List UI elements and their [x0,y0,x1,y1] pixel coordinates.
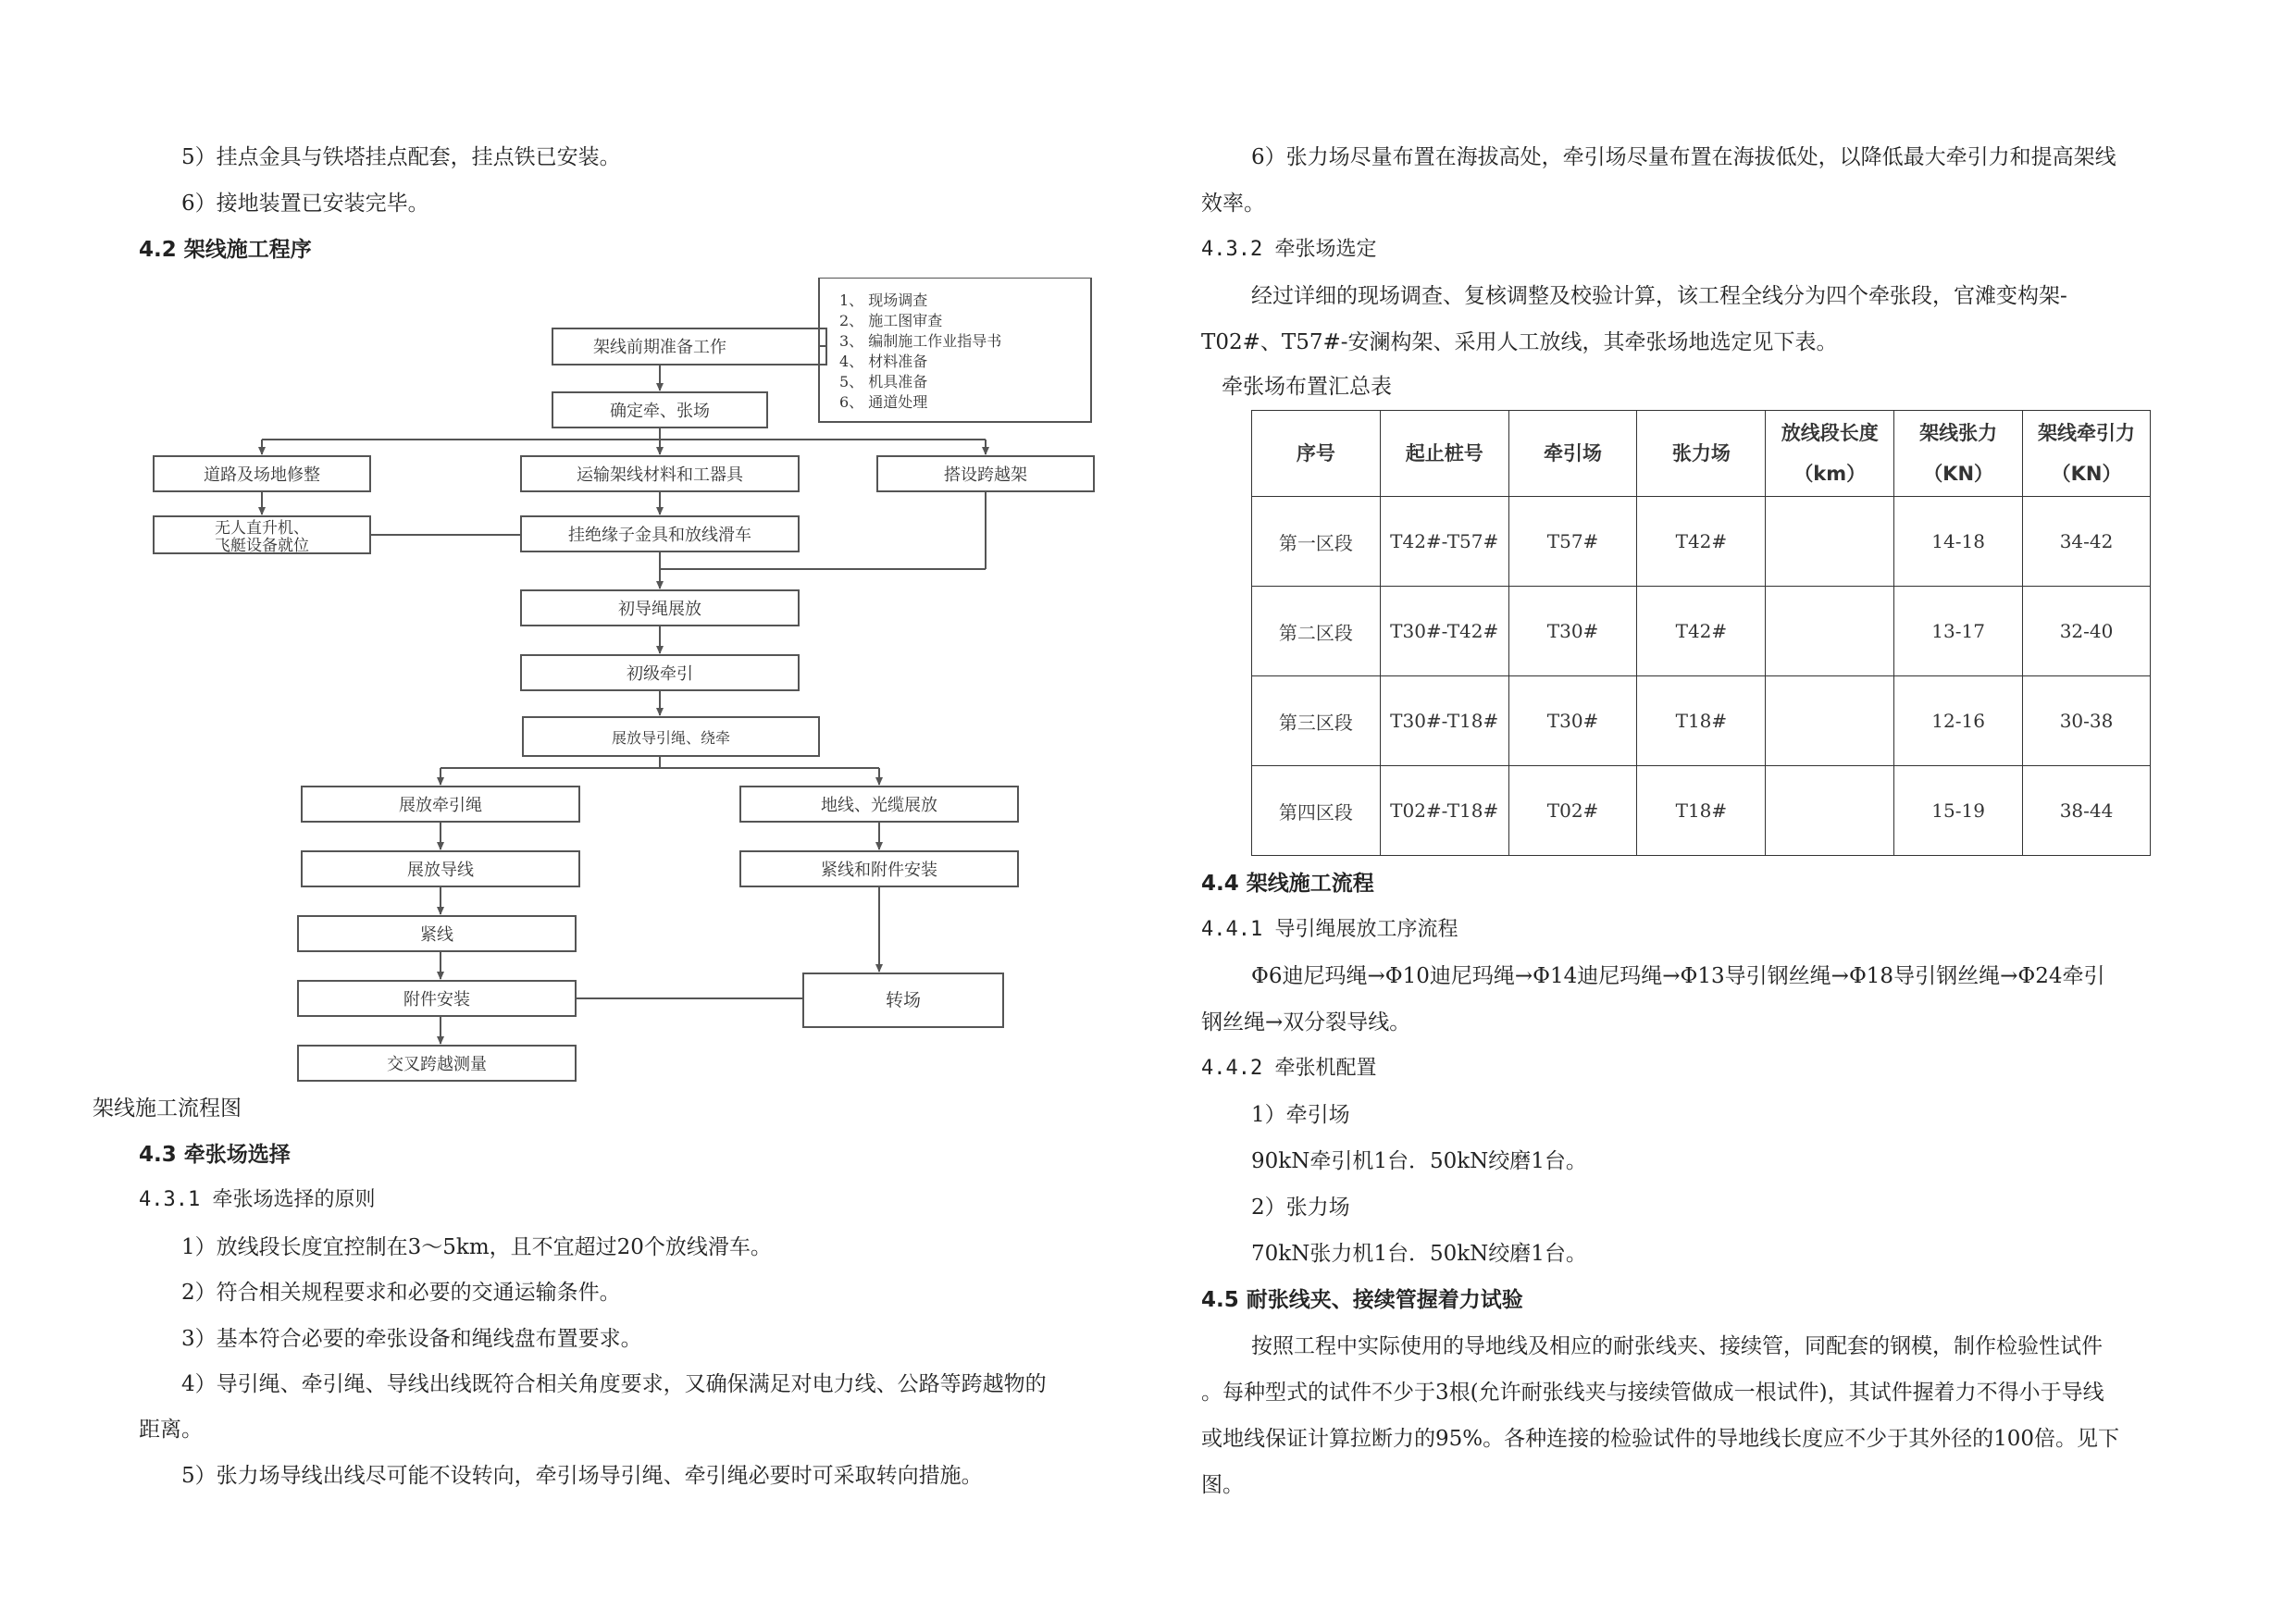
text-p6a: 6）张力场尽量布置在海拔高处，牵引场尽量布置在海拔低处，以降低最大牵引力和提高架线 [1251,145,2116,169]
flow-label-transfer: 转场 [885,990,922,1010]
table-cell: 34-42 [2023,497,2151,587]
header-length [1766,411,1894,497]
flow-label-pull-rope: 展放牵引绳 [399,796,482,815]
table-cell: 第二区段 [1252,587,1381,676]
table-cell: 38-44 [2023,766,2151,856]
text-line-6: 6）接地装置已安装完毕。 [181,192,429,216]
text-p45b: 。每种型式的试件不少于3根(允许耐张线夹与接续管做成一根试件)，其试件握着力不得小于导线 [1201,1381,2104,1405]
flow-checklist-3: 3、 编制施工作业指导书 [839,332,1002,350]
table-cell [1766,587,1894,676]
text-p442-1: 1）牵引场 [1251,1103,1350,1127]
flow-label-hang: 挂绝缘子金具和放线滑车 [568,526,751,545]
table-cell: 第三区段 [1252,676,1381,766]
table-cell: T42# [1637,497,1766,587]
table-cell [1766,766,1894,856]
text-p432a: 经过详细的现场调查、复核调整及校验计算，该工程全线分为四个牵张段，官滩变构架- [1251,284,2067,308]
header-tension [1894,411,2023,497]
text-p4b: 距离。 [139,1418,203,1442]
table-cell: T57# [1508,497,1637,587]
text-p432b: T02#、T57#-安澜构架、采用人工放线，其牵张场地选定见下表。 [1201,330,1838,354]
flow-label-tighten-fit: 紧线和附件安装 [821,861,937,880]
flow-checklist-5: 5、 机具准备 [839,373,928,390]
header-tension-field: 张力场 [1637,411,1766,497]
table-row [1252,766,2151,856]
table-cell: 第四区段 [1252,766,1381,856]
table-caption: 牵张场布置汇总表 [1222,375,1392,399]
header-station: 起止桩号 [1380,411,1508,497]
table-cell: 14-18 [1894,497,2023,587]
table-cell: T30#-T42# [1380,587,1508,676]
flow-checklist-1: 1、 现场调查 [839,291,928,309]
table-cell: T18# [1637,766,1766,856]
heading-4-4: 4.4 架线施工流程 [1201,872,1374,896]
text-line-5: 5）挂点金具与铁塔挂点配套，挂点铁已安装。 [181,145,621,169]
table-cell [1766,497,1894,587]
header-length-unit: （km） [1793,463,1867,485]
flow-checklist-2: 2、 施工图审查 [839,312,943,329]
flow-label-guide-rope: 展放导引绳、绕牵 [611,729,731,747]
flow-label-scaffold: 搭设跨越架 [944,465,1027,485]
text-p45d: 图。 [1201,1473,1244,1497]
heading-4-2: 4.2 架线施工程序 [139,238,312,262]
header-tension-label: 架线张力 [1919,422,1998,444]
header-tension-unit: （KN） [1923,463,1994,485]
table-row [1252,587,2151,676]
table-row [1252,497,2151,587]
figure-caption: 架线施工流程图 [93,1096,242,1121]
header-traction [2023,411,2151,497]
header-length-label: 放线段长度 [1781,422,1879,444]
table-cell: 13-17 [1894,587,2023,676]
table-cell: T02# [1508,766,1637,856]
table-cell: T42# [1637,587,1766,676]
heading-4-3: 4.3 牵张场选择 [139,1143,291,1167]
flow-label-prep: 架线前期准备工作 [593,338,726,357]
table-cell: T30# [1508,676,1637,766]
flow-label-initial-pull: 初级牵引 [627,664,693,684]
table-cell: 15-19 [1894,766,2023,856]
table-cell: T30#-T18# [1380,676,1508,766]
table-cell: T30# [1508,587,1637,676]
flow-label-ground-wire: 地线、光缆展放 [821,796,937,815]
flow-label-fittings: 附件安装 [403,990,470,1010]
heading-4-3-1: 4.3.1 牵张场选择的原则 [139,1188,376,1211]
flow-checklist-6: 6、 通道处理 [839,393,928,411]
text-p45c: 或地线保证计算拉断力的95%。各种连接的检验试件的导地线长度应不少于其外径的100倍。见下 [1201,1427,2120,1451]
table-cell: T42#-T57# [1380,497,1508,587]
text-p6b: 效率。 [1201,192,1265,216]
text-p441b: 钢丝绳→双分裂导线。 [1201,1010,1411,1035]
text-p442-2: 2）张力场 [1251,1196,1350,1220]
table-cell: 12-16 [1894,676,2023,766]
text-p3: 3）基本符合必要的牵张设备和绳线盘布置要求。 [181,1327,642,1351]
text-p5: 5）张力场导线出线尽可能不设转向，牵引场导引绳、牵引绳必要时可采取转向措施。 [181,1464,983,1488]
text-p45a: 按照工程中实际使用的导地线及相应的耐张线夹、接续管，同配套的钢模，制作检验性试件 [1251,1334,2103,1358]
flow-label-drone-1: 无人直升机、 [215,519,309,538]
flow-checklist-4: 4、 材料准备 [839,353,928,370]
heading-4-4-1: 4.4.1 导引绳展放工序流程 [1201,918,1458,941]
header-traction-unit: （KN） [2051,463,2122,485]
table-row [1252,676,2151,766]
header-pull-field: 牵引场 [1508,411,1637,497]
heading-4-3-2: 4.3.2 牵张场选定 [1201,238,1377,261]
table-cell: 30-38 [2023,676,2151,766]
flow-label-transport: 运输架线材料和工器具 [577,465,743,485]
table-cell: 32-40 [2023,587,2151,676]
heading-4-4-2: 4.4.2 牵张机配置 [1201,1057,1377,1080]
table-cell: T18# [1637,676,1766,766]
text-p2: 2）符合相关规程要求和必要的交通运输条件。 [181,1281,621,1305]
flow-label-initial-rope: 初导绳展放 [618,600,701,619]
table-cell [1766,676,1894,766]
heading-4-5: 4.5 耐张线夹、接续管握着力试验 [1201,1288,1523,1312]
flow-label-tighten: 紧线 [420,925,453,945]
flow-label-drone-2: 飞艇设备就位 [215,537,309,555]
table-cell: 第一区段 [1252,497,1381,587]
text-p442-1v: 90kN牵引机1台．50kN绞磨1台。 [1251,1149,1587,1173]
flow-label-cross-measure: 交叉跨越测量 [387,1055,487,1074]
flow-label-confirm: 确定牵、张场 [610,402,710,421]
construction-flowchart [139,278,1101,1092]
text-p442-2v: 70kN张力机1台．50kN绞磨1台。 [1251,1242,1587,1266]
text-p4a: 4）导引绳、牵引绳、导线出线既符合相关角度要求，又确保满足对电力线、公路等跨越物的 [181,1372,1047,1396]
text-p1: 1）放线段长度宜控制在3～5km，且不宜超过20个放线滑车。 [181,1235,772,1259]
table-cell: T02#-T18# [1380,766,1508,856]
table-header-row [1252,411,2151,497]
flow-label-road: 道路及场地修整 [204,465,320,485]
flow-label-conductor: 展放导线 [407,861,474,880]
header-seq: 序号 [1252,411,1381,497]
header-traction-label: 架线牵引力 [2038,422,2136,444]
field-layout-table [1251,410,2151,856]
text-p441a: Φ6迪尼玛绳→Φ10迪尼玛绳→Φ14迪尼玛绳→Φ13导引钢丝绳→Φ18导引钢丝绳→Φ24牵引 [1251,964,2105,988]
